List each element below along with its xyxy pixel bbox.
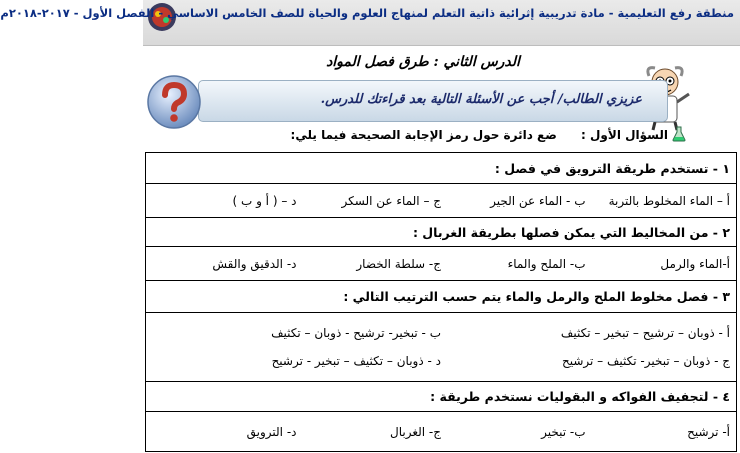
option-b[interactable]: ب- الملح والماء [507,256,586,271]
option-c[interactable]: ج - ذوبان – تبخير- تكثيف – ترشيح [561,354,730,368]
question-section-header [291,128,668,142]
options-row [146,184,737,218]
question-text: ١ - تستخدم طريقة الترويق في فصل : [146,153,737,184]
option-c[interactable]: ج- الغربال [389,424,441,439]
option-b[interactable]: ب - الماء عن الجير [490,193,586,208]
lesson-title: الدرس الثاني : طرق فصل المواد [326,54,520,70]
header-title: منطقة رفع التعليمية - مادة تدريبية إثرائية ذاتية التعلم لمنهاج العلوم والحياة للصف الخامس الاساسي - الفصل الأول - ٢٠١٧-٢٠١٨م [0,6,734,20]
option-a[interactable]: أ - ذوبان – ترشيح – تبخير – تكثيف [560,326,730,340]
question-row [146,153,737,184]
questions-table [145,152,737,452]
option-d[interactable]: د- الدقيق والقش [212,256,297,271]
options-row [146,412,737,452]
option-a[interactable]: أ- ترشيح [687,424,730,439]
header-bar [0,0,740,46]
flask-icon [672,126,686,142]
option-d[interactable]: د- الترويق [246,424,297,439]
section-instruction: ضع دائرة حول رمز الإجابة الصحيحة فيما يلي: [290,128,557,142]
instruction-banner [198,80,668,122]
option-c[interactable]: ج – الماء عن السكر [341,193,441,208]
section-label: السؤال الأول : [581,128,668,142]
question-row [146,218,737,247]
question-row [146,382,737,412]
option-a[interactable]: أ-الماء والرمل [660,256,730,271]
option-a[interactable]: أ – الماء المخلوط بالتربة [608,193,730,208]
options-row [146,247,737,281]
option-b[interactable]: ب - تبخير- ترشيح - ذوبان – تكثيف [271,326,441,340]
question-text: ٢ - من المخاليط التي يمكن فصلها بطريقة الغربال : [146,218,737,247]
question-text: ٤ - لتجفيف الفواكه و البقوليات نستخدم طريقة : [146,382,737,412]
banner-text: عزيزي الطالب/ أجب عن الأسئلة التالية بعد قراءتك للدرس. [320,92,642,107]
question-row [146,281,737,313]
options-row [146,313,737,382]
option-c[interactable]: ج- سلطة الخضار [356,256,441,271]
option-d[interactable]: د – ( أ و ب ) [232,193,297,208]
option-b[interactable]: ب- تبخير [541,424,586,439]
option-d[interactable]: د - ذوبان – تكثيف – تبخير - ترشيح [271,354,441,368]
question-mark-icon [144,72,204,132]
question-text: ٣ - فصل مخلوط الملح والرمل والماء يتم حسب الترتيب التالي : [146,281,737,313]
